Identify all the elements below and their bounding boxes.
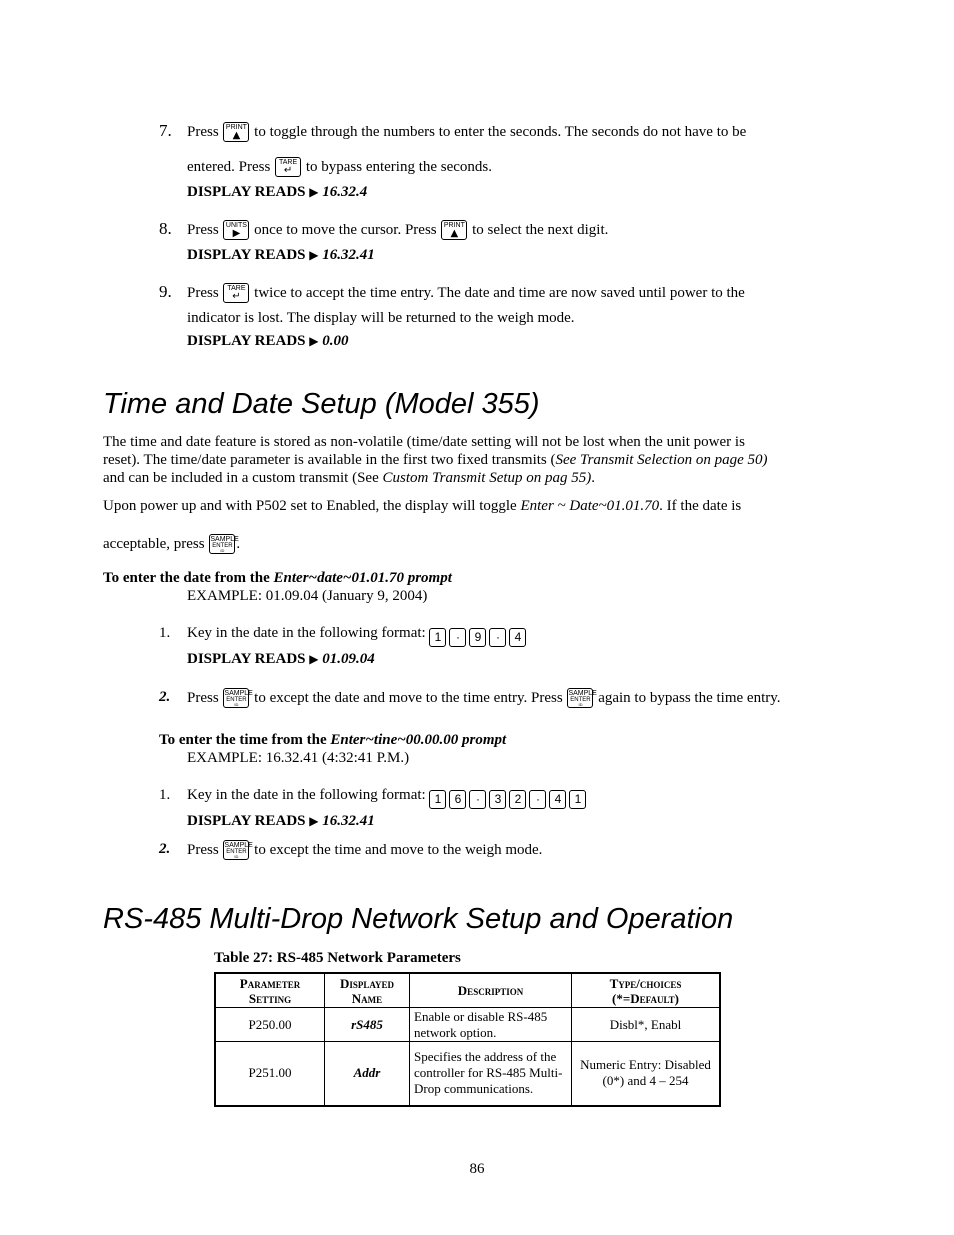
cell-description: Specifies the address of the controller for RS-485 Multi-Drop communications. <box>410 1042 572 1106</box>
paragraph-line: acceptable, press SAMPLE ENTER ID . <box>103 536 241 553</box>
digit-key-icon: 3 <box>489 790 506 809</box>
step-number: 8. <box>159 219 172 238</box>
units-key-icon: UNITS ▶ <box>223 220 249 240</box>
table-caption: Table 27: RS-485 Network Parameters <box>214 950 461 966</box>
table-row <box>215 1042 720 1106</box>
decimal-key-icon: · <box>449 628 466 647</box>
cell-type: Numeric Entry: Disabled (0*) and 4 – 254 <box>572 1042 721 1106</box>
digit-key-icon: 1 <box>429 628 446 647</box>
sample-enter-key-icon: SAMPLE ENTER ID <box>224 842 253 859</box>
cell-name: Addr <box>325 1042 410 1106</box>
step-number: 1. <box>159 625 171 641</box>
digit-key-icon: 4 <box>549 790 566 809</box>
date-key-sequence <box>429 625 529 644</box>
print-key-icon: PRINT ▲ <box>441 220 467 240</box>
digit-key-icon: 2 <box>509 790 526 809</box>
display-reads: DISPLAY READS ▶ 16.32.41 <box>187 813 375 829</box>
text: to bypass entering the seconds. <box>305 159 493 175</box>
sample-enter-key-icon: SAMPLE ENTER ID <box>568 690 597 707</box>
table-header-row <box>215 973 720 1008</box>
play-arrow-icon: ▶ <box>309 334 319 348</box>
play-arrow-icon: ▶ <box>309 652 319 666</box>
decimal-key-icon: · <box>469 790 486 809</box>
step-9-line-1: Press TARE ↵ twice to accept the time entry. The date and time are now saved until power to the <box>187 285 745 302</box>
cell-type: Disbl*, Enabl <box>572 1008 721 1042</box>
example-text: EXAMPLE: 01.09.04 (January 9, 2004) <box>187 588 428 604</box>
column-header: Parameter Setting <box>215 973 325 1008</box>
column-header: Displayed Name <box>325 973 410 1008</box>
text: entered. Press <box>187 159 271 175</box>
digit-key-icon: 4 <box>509 628 526 647</box>
text: to toggle through the numbers to enter the seconds. The seconds do not have to be <box>254 124 747 140</box>
print-key-icon: PRINT ▲ <box>223 122 249 142</box>
paragraph-line: The time and date feature is stored as non-volatile (time/date setting will not be lost when the unit power is <box>103 434 745 450</box>
subheading: To enter the date from the Enter~date~01.01.70 prompt <box>103 570 452 586</box>
cell-setting: P250.00 <box>215 1008 325 1042</box>
digit-key-icon: 1 <box>569 790 586 809</box>
digit-key-icon: 9 <box>469 628 486 647</box>
sample-enter-key-icon: SAMPLE ENTER ID <box>224 690 253 707</box>
digit-key-icon: 6 <box>449 790 466 809</box>
cell-setting: P251.00 <box>215 1042 325 1106</box>
step-8-line-1: Press UNITS ▶ once to move the cursor. Press PRINT ▲ to select the next digit. <box>187 222 609 239</box>
cell-description: Enable or disable RS-485 network option. <box>410 1008 572 1042</box>
example-text: EXAMPLE: 16.32.41 (4:32:41 P.M.) <box>187 750 410 766</box>
step-9-line-2: indicator is lost. The display will be returned to the weigh mode. <box>187 310 575 326</box>
digit-key-icon: 1 <box>429 790 446 809</box>
play-arrow-icon: ▶ <box>309 185 319 199</box>
time-key-sequence <box>429 787 589 806</box>
play-arrow-icon: ▶ <box>309 248 319 262</box>
table-row <box>215 1008 720 1042</box>
display-reads: DISPLAY READS ▶ 0.00 <box>187 333 349 349</box>
decimal-key-icon: · <box>529 790 546 809</box>
time-step-2: Press SAMPLE ENTER ID to except the time and move to the weigh mode. <box>187 842 543 859</box>
display-reads: DISPLAY READS ▶ 16.32.4 <box>187 184 368 200</box>
date-step-1: Key in the date in the following format: 1 · 9 · 4 <box>187 624 529 647</box>
step-number: 2. <box>159 841 171 857</box>
paragraph-line: Upon power up and with P502 set to Enabled, the display will toggle Enter ~ Date~01.01.70. If the date is <box>103 498 742 514</box>
text: Press <box>187 124 219 140</box>
tare-key-icon: TARE ↵ <box>223 283 249 303</box>
display-reads: DISPLAY READS ▶ 16.32.41 <box>187 247 375 263</box>
cell-name: rS485 <box>325 1008 410 1042</box>
section-title: Time and Date Setup (Model 355) <box>103 388 540 420</box>
step-7-line-2 <box>187 157 492 177</box>
time-step-1: Key in the date in the following format: 1 6 · 3 2 · 4 1 <box>187 786 589 809</box>
paragraph-line: reset). The time/date parameter is available in the first two fixed transmits (See Transmit Selection on page 50) <box>103 452 768 468</box>
section-title: RS-485 Multi-Drop Network Setup and Operation <box>103 903 734 935</box>
sample-enter-key-icon: SAMPLE ENTER ID <box>210 536 239 553</box>
paragraph-line: and can be included in a custom transmit (See Custom Transmit Setup on pag 55). <box>103 470 596 486</box>
column-header: Description <box>410 973 572 1008</box>
step-7-line-1 <box>187 122 746 142</box>
step-number: 7. <box>159 121 172 140</box>
column-header: Type/choices (*=Default) <box>572 973 721 1008</box>
step-number: 2. <box>159 689 171 705</box>
parameters-table <box>214 972 721 1107</box>
step-number: 9. <box>159 282 172 301</box>
decimal-key-icon: · <box>489 628 506 647</box>
step-number: 1. <box>159 787 171 803</box>
tare-key-icon: TARE ↵ <box>275 157 301 177</box>
display-reads: DISPLAY READS ▶ 01.09.04 <box>187 651 375 667</box>
page-number: 86 <box>469 1161 485 1177</box>
date-step-2: Press SAMPLE ENTER ID to except the date and move to the time entry. Press SAMPLE ENTER ID again to bypass the time entry. <box>187 690 781 707</box>
subheading: To enter the time from the Enter~tine~00.00.00 prompt <box>159 732 507 748</box>
play-arrow-icon: ▶ <box>309 814 319 828</box>
